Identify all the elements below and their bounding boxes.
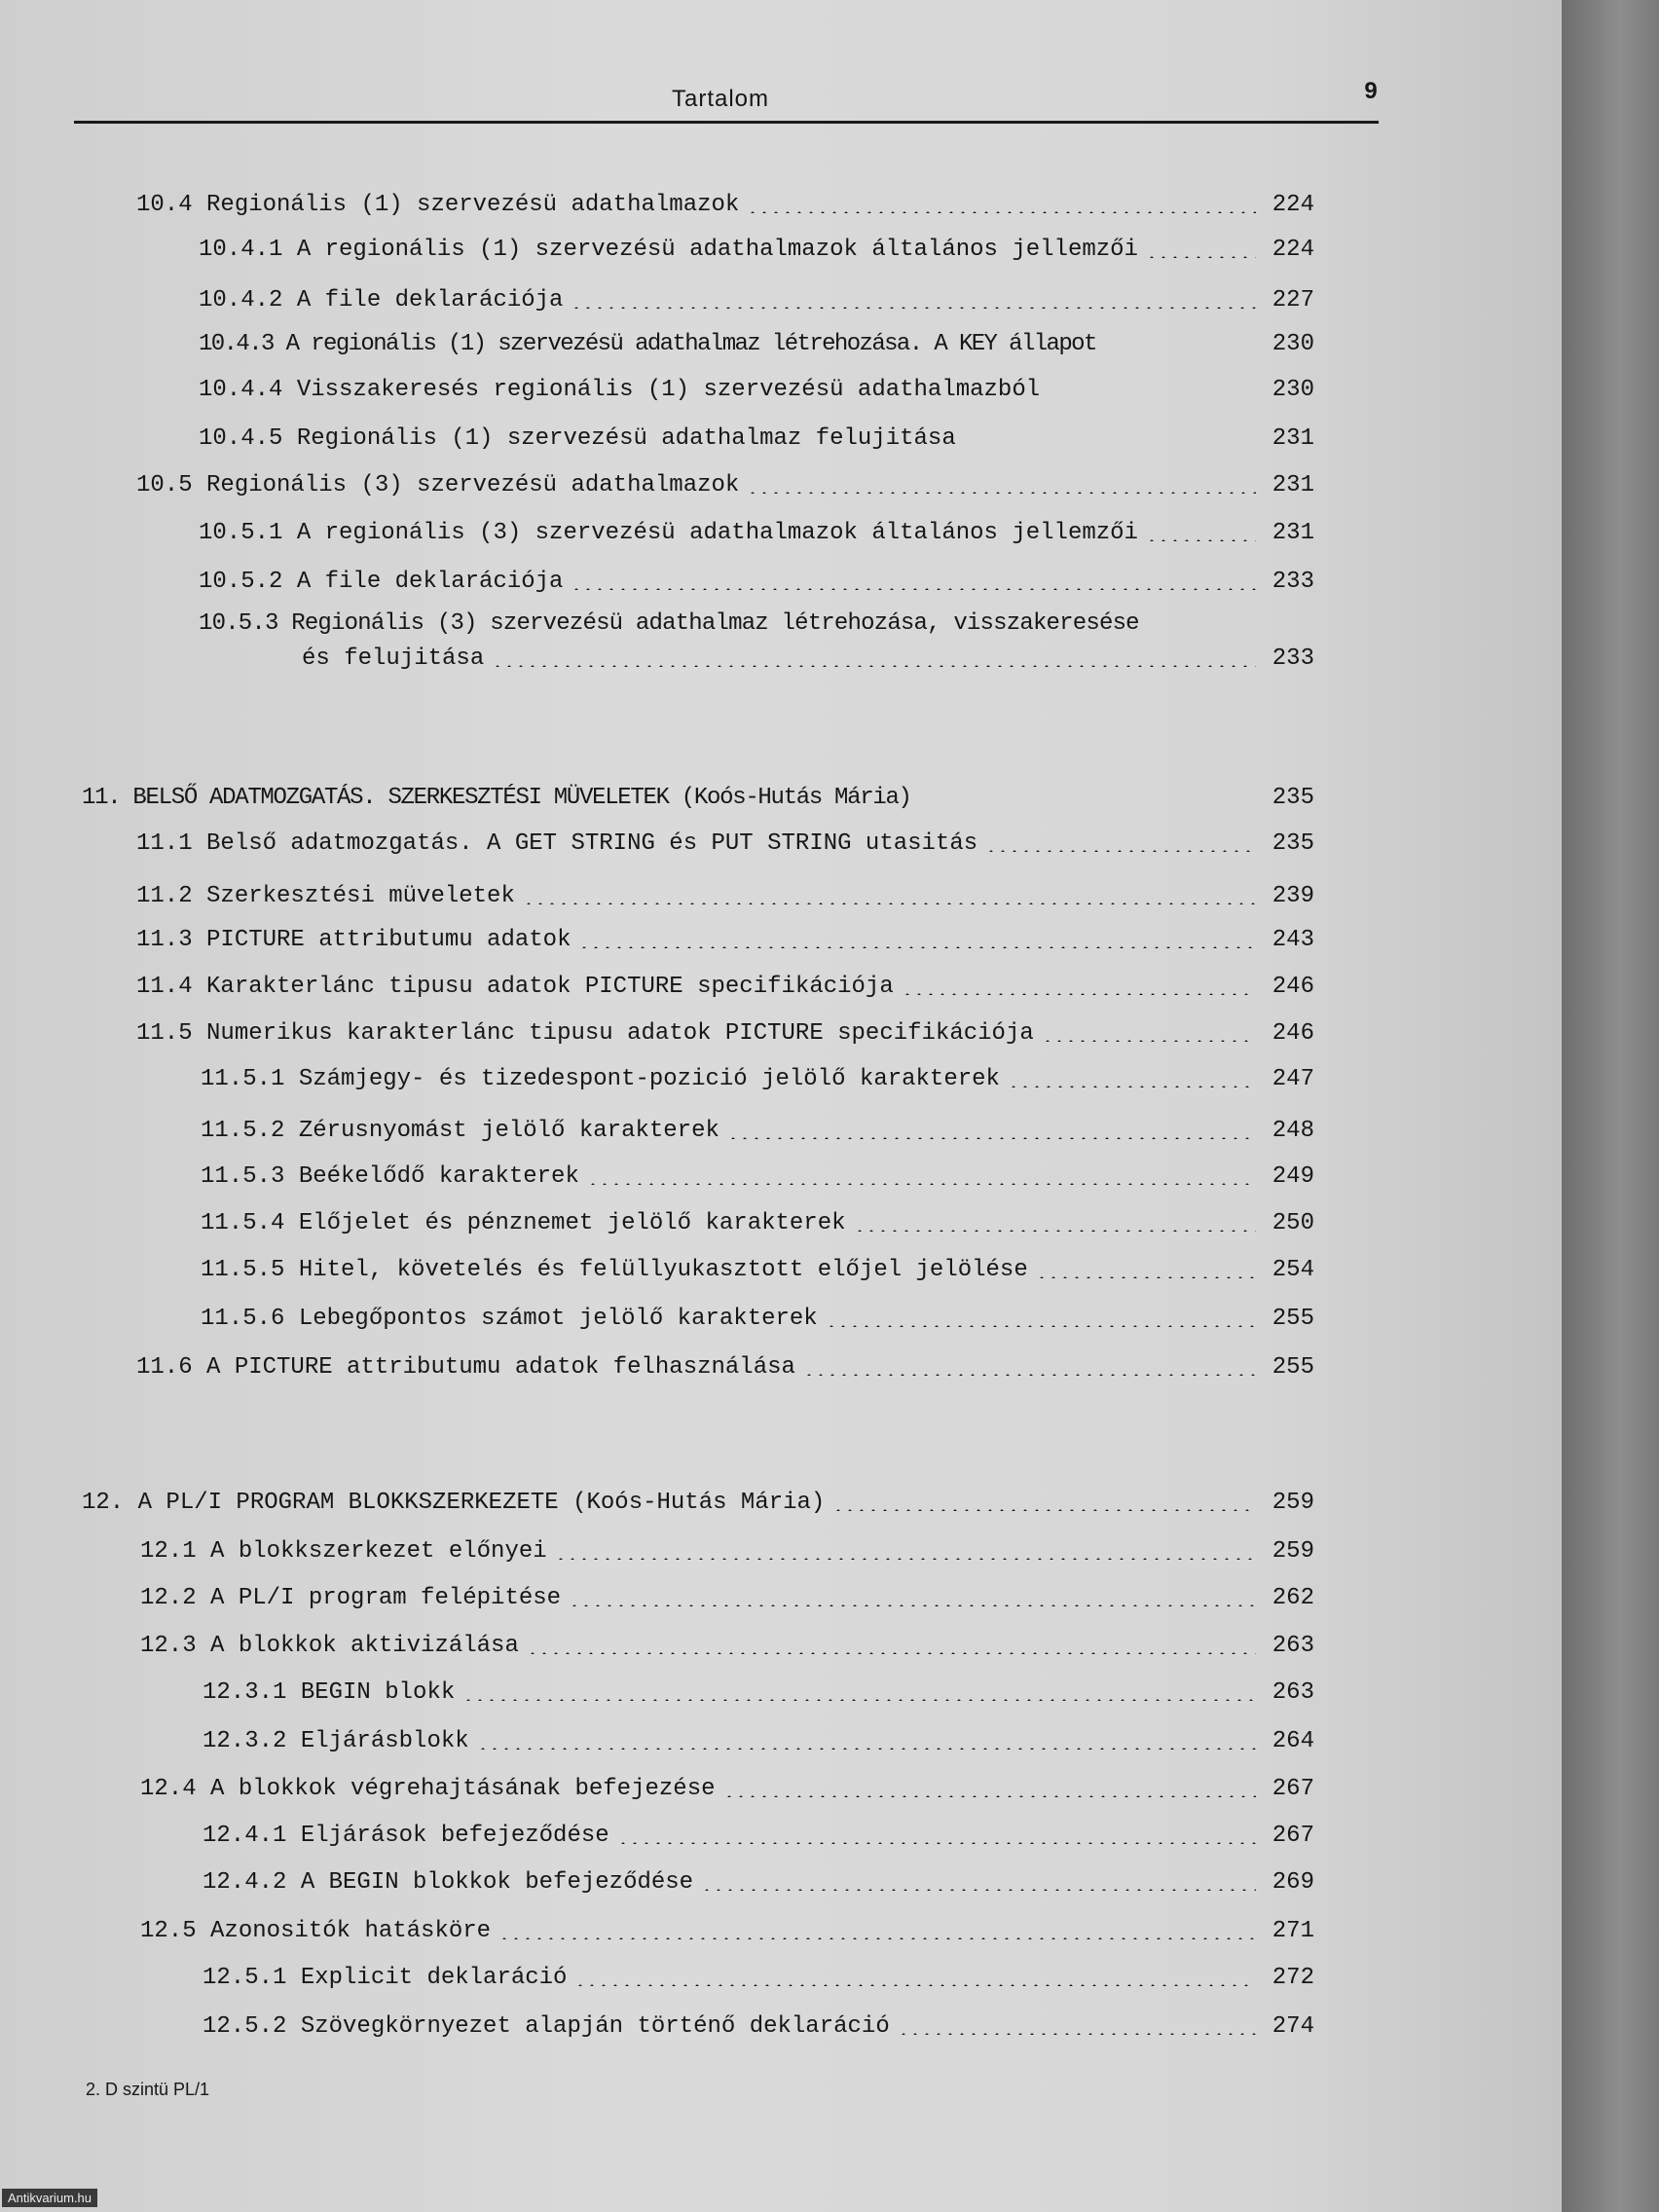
toc-entry — [203, 1722, 1314, 1761]
dot-leader — [555, 1558, 1256, 1560]
toc-entry — [203, 2008, 1314, 2046]
toc-entry-page: 235 — [1272, 785, 1314, 811]
toc-entry — [203, 1817, 1314, 1856]
dot-leader — [701, 1889, 1256, 1891]
toc-entry-label: 12.4.1 Eljárások befejeződése — [203, 1823, 609, 1849]
toc-entry — [302, 640, 1314, 679]
toc-entry-label: 11. BELSŐ ADATMOZGATÁS. SZERKESZTÉSI MÜVELETEK (Koós-Hutás Mária) — [82, 785, 911, 811]
watermark: Antikvarium.hu — [2, 2189, 97, 2207]
dot-leader — [574, 1984, 1256, 1986]
toc-entry-page: 272 — [1272, 1965, 1314, 1991]
toc-entry-label: 10.5 Regionális (3) szervezésü adathalmazok — [136, 472, 740, 498]
dot-leader — [1042, 1040, 1256, 1042]
toc-entry-page: 262 — [1272, 1585, 1314, 1611]
toc-entry — [199, 371, 1314, 410]
toc-entry-page: 263 — [1272, 1633, 1314, 1659]
toc-entry — [203, 1863, 1314, 1902]
footer-signature: 2. D szintü PL/1 — [86, 2080, 210, 2099]
toc-entry — [140, 1912, 1314, 1951]
toc-entry — [136, 186, 1314, 225]
toc-entry — [82, 1484, 1314, 1523]
toc-entry-page: 246 — [1272, 1020, 1314, 1047]
toc-entry-page: 271 — [1272, 1918, 1314, 1944]
toc-entry — [136, 877, 1314, 916]
toc-entry — [140, 1627, 1314, 1666]
toc-entry — [199, 420, 1314, 459]
toc-entry-page: 255 — [1272, 1354, 1314, 1381]
toc-entry — [82, 779, 1314, 818]
desk-background — [1562, 0, 1659, 2212]
toc-entry-label: és felujitása — [302, 645, 485, 672]
toc-entry-label: 11.5.4 Előjelet és pénznemet jelölő karakterek — [201, 1210, 846, 1236]
toc-entry-label: 12.1 A blokkszerkezet előnyei — [140, 1538, 547, 1565]
toc-entry-page: 230 — [1272, 377, 1314, 403]
toc-entry-label: 10.5.2 A file deklarációja — [199, 569, 564, 595]
dot-leader — [826, 1325, 1256, 1327]
toc-entry-page: 231 — [1272, 520, 1314, 546]
toc-entry-label: 12. A PL/I PROGRAM BLOKKSZERKEZETE (Koós-Hutás Mária) — [82, 1490, 826, 1516]
toc-entry — [199, 514, 1314, 553]
toc-entry-label: 11.3 PICTURE attributumu adatok — [136, 927, 571, 953]
toc-entry-label: 11.5.2 Zérusnyomást jelölő karakterek — [201, 1118, 719, 1144]
toc-entry-label: 12.4 A blokkok végrehajtásának befejezése — [140, 1776, 716, 1802]
toc-entry-label: 11.5.5 Hitel, követelés és felüllyukasztott előjel jelölése — [201, 1257, 1028, 1283]
toc-entry-page: 264 — [1272, 1728, 1314, 1754]
dot-leader — [571, 588, 1256, 590]
toc-entry-page: 246 — [1272, 974, 1314, 1000]
dot-leader — [477, 1748, 1256, 1750]
toc-entry-page: 250 — [1272, 1210, 1314, 1236]
toc-entry-label: 10.4.2 A file deklarációja — [199, 287, 564, 313]
toc-entry — [199, 231, 1314, 270]
toc-entry-label: 10.4.5 Regionális (1) szervezésü adathalmaz felujitása — [199, 425, 956, 452]
toc-entry — [201, 1204, 1314, 1243]
dot-leader — [723, 1795, 1257, 1797]
toc-entry-page: 243 — [1272, 927, 1314, 953]
toc-entry-page: 255 — [1272, 1306, 1314, 1332]
toc-entry — [136, 921, 1314, 960]
header-rule — [74, 121, 1379, 124]
dot-leader — [747, 492, 1256, 494]
toc-entry-label: 10.4.3 A regionális (1) szervezésü adathalmaz létrehozása. A KEY állapot — [199, 331, 1096, 357]
toc-entry-label: 11.5 Numerikus karakterlánc tipusu adatok PICTURE specifikációja — [136, 1020, 1034, 1047]
toc-entry-label: 11.4 Karakterlánc tipusu adatok PICTURE specifikációja — [136, 974, 894, 1000]
toc-entry — [140, 1579, 1314, 1618]
dot-leader — [569, 1604, 1256, 1606]
toc-entry — [199, 281, 1314, 320]
dot-leader — [578, 946, 1256, 948]
toc-entry-label: 11.1 Belső adatmozgatás. A GET STRING és PUT STRING utasitás — [136, 830, 978, 857]
toc-entry-page: 247 — [1272, 1066, 1314, 1092]
toc-entry — [201, 1251, 1314, 1290]
toc-entry-label: 10.4.4 Visszakeresés regionális (1) szervezésü adathalmazból — [199, 377, 1041, 403]
dot-leader — [523, 903, 1256, 904]
toc-entry-label: 11.2 Szerkesztési müveletek — [136, 883, 515, 909]
toc-entry — [201, 1112, 1314, 1151]
toc-entry-page: 224 — [1272, 192, 1314, 218]
toc-entry-page: 224 — [1272, 237, 1314, 263]
dot-leader — [1146, 256, 1256, 258]
toc-entry-page: 249 — [1272, 1163, 1314, 1190]
toc-entry-label: 12.3.1 BEGIN blokk — [203, 1679, 456, 1706]
dot-leader — [462, 1699, 1256, 1701]
toc-entry-label: 10.4.1 A regionális (1) szervezésü adathalmazok általános jellemzői — [199, 237, 1138, 263]
toc-entry — [136, 1348, 1314, 1387]
toc-entry-page: 233 — [1272, 645, 1314, 672]
dot-leader — [902, 993, 1256, 995]
toc-entry-label: 10.4 Regionális (1) szervezésü adathalmazok — [136, 192, 740, 218]
toc-entry — [136, 1014, 1314, 1053]
dot-leader — [832, 1509, 1256, 1511]
toc-entry-page: 269 — [1272, 1869, 1314, 1896]
toc-entry-label: 11.5.6 Lebegőpontos számot jelölő karakterek — [201, 1306, 818, 1332]
toc-entry-label: 12.5.1 Explicit deklaráció — [203, 1965, 568, 1991]
dot-leader — [498, 1937, 1256, 1939]
dot-leader — [492, 665, 1256, 667]
toc-entry-label: 11.5.1 Számjegy- és tizedespont-pozició jelölő karakterek — [201, 1066, 1000, 1092]
dot-leader — [803, 1374, 1256, 1376]
toc-entry — [201, 1060, 1314, 1099]
toc-entry-label: 12.5.2 Szövegkörnyezet alapján történő deklaráció — [203, 2013, 890, 2040]
toc-entry-label: 10.5.3 Regionális (3) szervezésü adathalmaz létrehozása, visszakeresése — [199, 610, 1139, 637]
toc-entry — [201, 1158, 1314, 1197]
toc-entry-page: 259 — [1272, 1538, 1314, 1565]
dot-leader — [571, 307, 1256, 309]
toc-entry-page: 267 — [1272, 1823, 1314, 1849]
toc-entry-page: 263 — [1272, 1679, 1314, 1706]
toc-entry — [199, 325, 1314, 364]
toc-entry-label: 10.5.1 A regionális (3) szervezésü adathalmazok általános jellemzői — [199, 520, 1138, 546]
toc-entry-page: 259 — [1272, 1490, 1314, 1516]
toc-entry — [140, 1770, 1314, 1809]
toc-entry-label: 12.2 A PL/I program felépitése — [140, 1585, 562, 1611]
toc-entry — [140, 1532, 1314, 1571]
dot-leader — [854, 1230, 1256, 1232]
toc-entry — [201, 1300, 1314, 1339]
toc-entry — [199, 605, 1314, 644]
toc-entry-page: 233 — [1272, 569, 1314, 595]
toc-entry-page: 274 — [1272, 2013, 1314, 2040]
toc-entry-page: 231 — [1272, 472, 1314, 498]
dot-leader — [617, 1842, 1256, 1844]
dot-leader — [727, 1137, 1256, 1139]
toc-entry-page: 227 — [1272, 287, 1314, 313]
dot-leader — [985, 850, 1256, 852]
toc-entry-page: 231 — [1272, 425, 1314, 452]
toc-entry-label: 12.5 Azonositók hatásköre — [140, 1918, 492, 1944]
toc-entry-label: 11.5.3 Beékelődő karakterek — [201, 1163, 579, 1190]
toc-entry-page: 235 — [1272, 830, 1314, 857]
dot-leader — [1146, 539, 1256, 541]
dot-leader — [1008, 1086, 1256, 1088]
toc-entry-label: 12.3 A blokkok aktivizálása — [140, 1633, 519, 1659]
dot-leader — [527, 1652, 1256, 1654]
toc-entry — [203, 1674, 1314, 1713]
running-header-title: Tartalom — [671, 86, 770, 112]
toc-entry-label: 12.3.2 Eljárásblokk — [203, 1728, 469, 1754]
toc-entry — [136, 466, 1314, 505]
toc-entry-label: 12.4.2 A BEGIN blokkok befejeződése — [203, 1869, 694, 1896]
toc-entry-page: 267 — [1272, 1776, 1314, 1802]
toc-entry-label: 11.6 A PICTURE attributumu adatok felhasználása — [136, 1354, 795, 1381]
dot-leader — [1036, 1276, 1256, 1278]
toc-entry — [136, 825, 1314, 864]
toc-entry-page: 239 — [1272, 883, 1314, 909]
dot-leader — [898, 2033, 1256, 2035]
toc-entry — [136, 968, 1314, 1007]
page-number: 9 — [1364, 78, 1378, 104]
toc-entry-page: 248 — [1272, 1118, 1314, 1144]
toc-entry — [199, 563, 1314, 602]
toc-entry-page: 254 — [1272, 1257, 1314, 1283]
dot-leader — [587, 1183, 1256, 1185]
dot-leader — [747, 211, 1256, 213]
toc-entry — [203, 1959, 1314, 1998]
toc-entry-page: 230 — [1272, 331, 1314, 357]
